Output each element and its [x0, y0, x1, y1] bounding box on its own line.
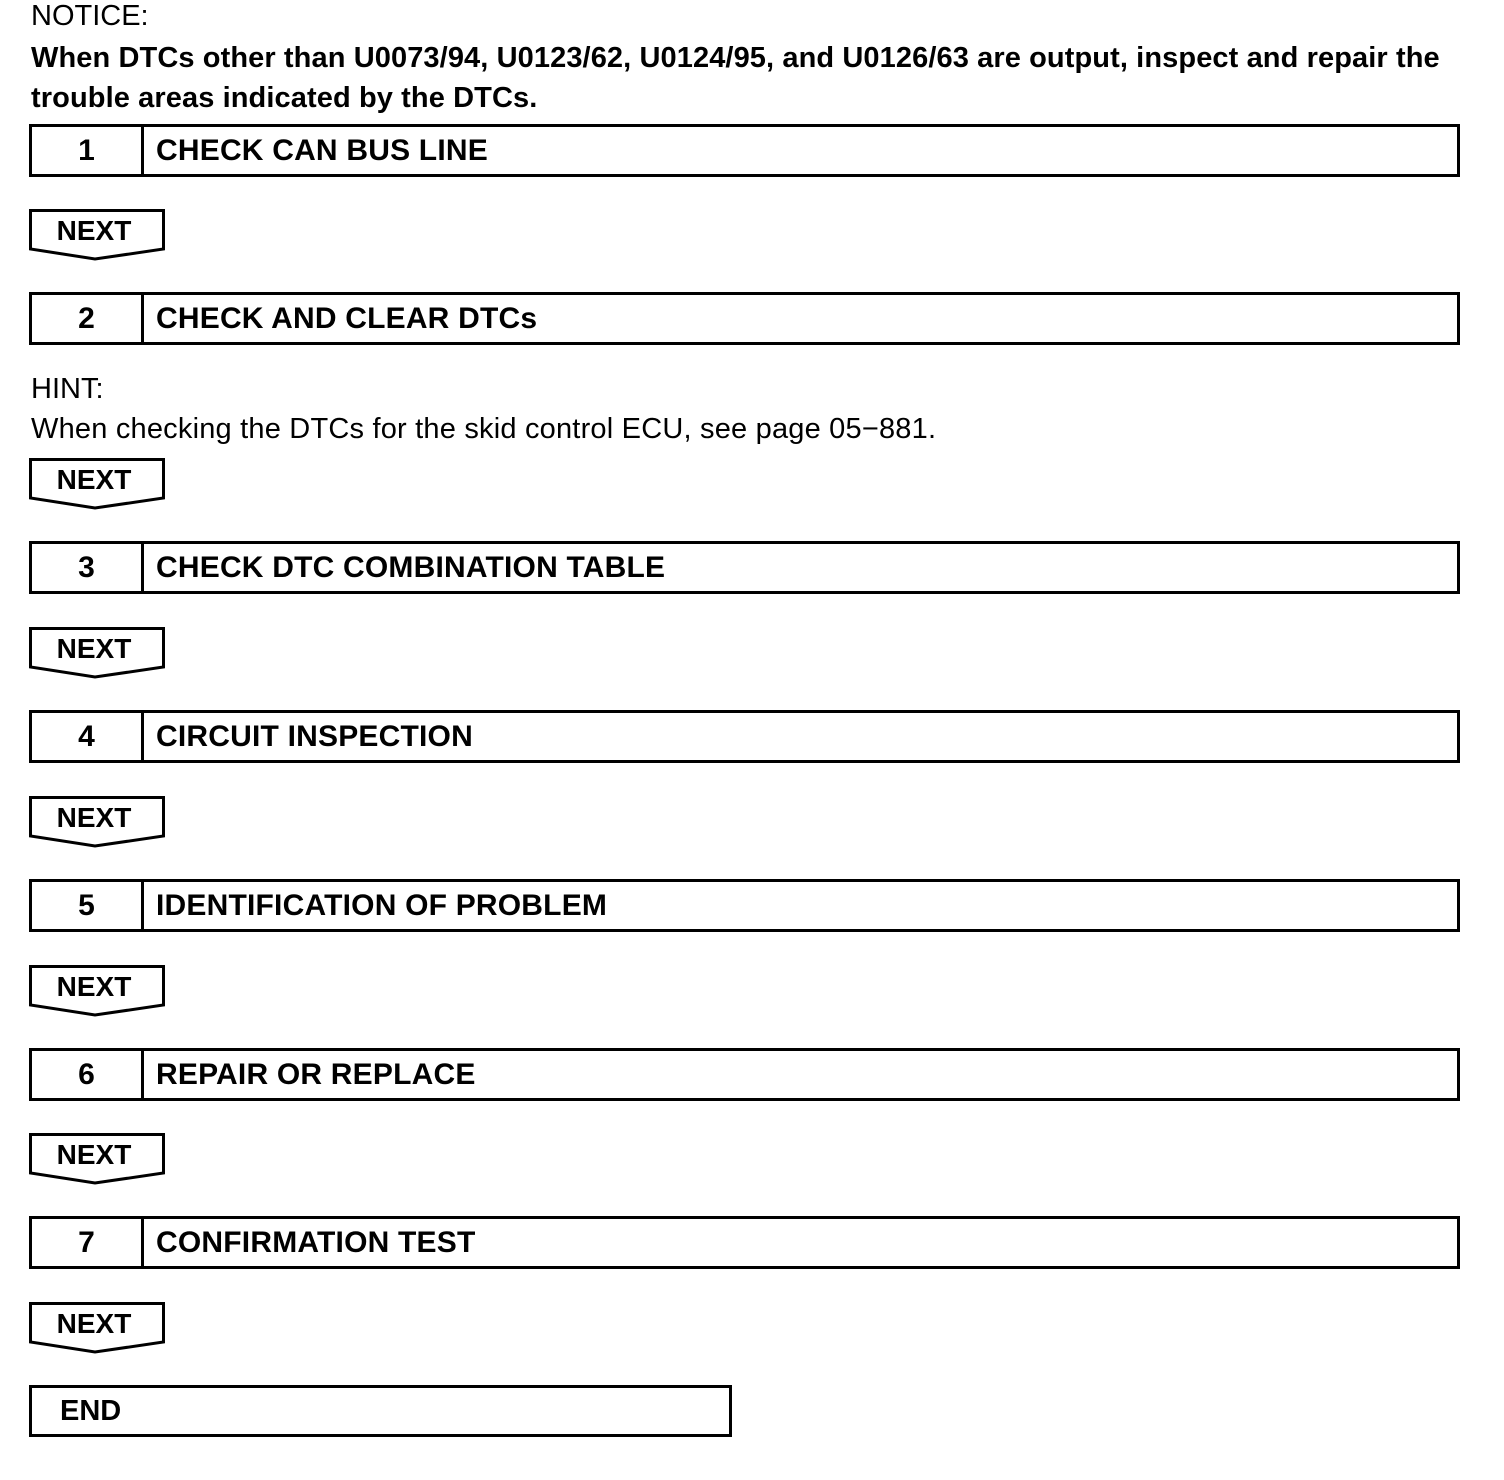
step-6-box [29, 1048, 1460, 1101]
step-title: CHECK DTC COMBINATION TABLE [156, 550, 666, 584]
step-title: REPAIR OR REPLACE [156, 1057, 476, 1091]
end-box: END [29, 1385, 732, 1437]
hint-text: When checking the DTCs for the skid control ECU, see page 05−881. [31, 413, 937, 445]
step-title: CHECK AND CLEAR DTCs [156, 301, 538, 335]
notice-text: When DTCs other than U0073/94, U0123/62, U0124/95, and U0126/63 are output, inspect and repair the trouble areas indicated by the DTCs. [31, 42, 1440, 114]
step-title: CONFIRMATION TEST [156, 1225, 476, 1259]
next-label: NEXT [56, 1139, 132, 1170]
step-4-box [29, 710, 1460, 763]
next-label: NEXT [56, 1308, 132, 1339]
next-label: NEXT [56, 215, 132, 246]
next-label: NEXT [56, 971, 132, 1002]
next-button-7[interactable] [29, 1302, 165, 1354]
next-button-4[interactable] [29, 796, 165, 848]
step-2-box [29, 292, 1460, 345]
next-button-5[interactable] [29, 965, 165, 1017]
next-label: NEXT [56, 633, 132, 664]
notice-label: NOTICE: [31, 0, 149, 32]
step-7-box [29, 1216, 1460, 1269]
next-button-3[interactable] [29, 627, 165, 679]
step-number: 1 [32, 127, 144, 174]
step-number: 2 [32, 295, 144, 342]
step-3-box [29, 541, 1460, 594]
step-title: IDENTIFICATION OF PROBLEM [156, 888, 608, 922]
step-1-box [29, 124, 1460, 177]
step-number: 4 [32, 713, 144, 760]
next-button-6[interactable] [29, 1133, 165, 1185]
next-button-2[interactable] [29, 458, 165, 510]
step-title: CHECK CAN BUS LINE [156, 133, 488, 167]
step-number: 3 [32, 544, 144, 591]
step-5-box [29, 879, 1460, 932]
step-number: 6 [32, 1051, 144, 1098]
step-number: 7 [32, 1219, 144, 1266]
hint-label: HINT: [31, 373, 104, 405]
next-label: NEXT [56, 802, 132, 833]
next-button-1[interactable] [29, 209, 165, 261]
step-number: 5 [32, 882, 144, 929]
step-title: CIRCUIT INSPECTION [156, 719, 473, 753]
next-label: NEXT [56, 464, 132, 495]
